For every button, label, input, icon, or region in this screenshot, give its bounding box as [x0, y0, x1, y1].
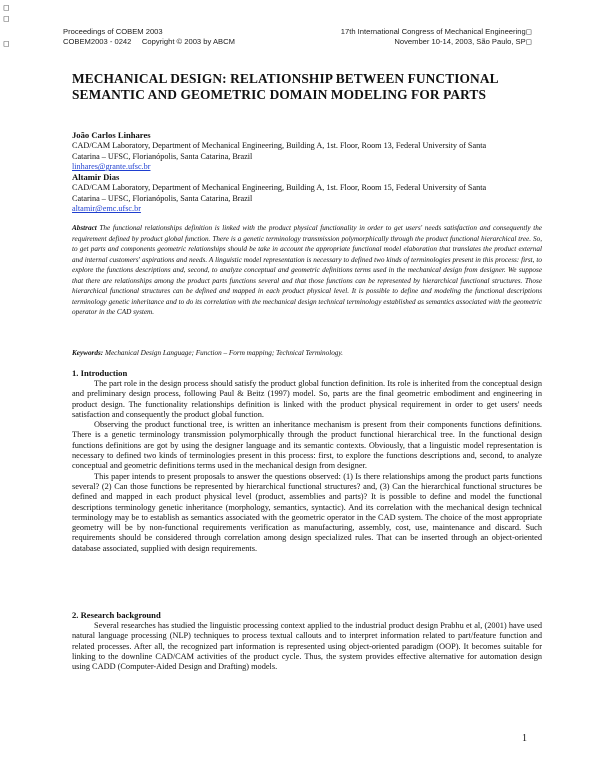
abstract-text: The functional relationships definition is linked with the product physical functionality in order to get users' needs satisfaction and consequently the requirement defined by product global function. There is a genetic terminology transmission polymorphically through the product functional hierarchical tree. So, to get parts and components geometric relationships should be take in account the appropriate functional model elaboration that translates the product external and internal customers' aspirations and needs. A linguistic model representation is necessary to defined two kinds of terminologies present in this process: first, to explore the functions descriptions and, second, to analyze conceptual and geometric definitions terms used in the mechanical design from designer. We suppose that there are relationships among the product parts functions several and that those functions can be represented by hierarchical functional structures. Those hierarchical functional structures can be defined and mapped in each product physical level. It is possible to define and modeling the functional descriptions terminology genetic inheritance and to do its correlation with the mechanical design technical terminology established as semantics associated with the geometric operator in the CAD system.	[72, 224, 542, 316]
paper-title	[72, 71, 542, 103]
section-research-background	[72, 610, 542, 672]
header-paper-id: COBEM2003 - 0242 Copyright © 2003 by ABCM	[63, 37, 235, 46]
paragraph: Several researches has studied the linguistic processing context applied to the industrial product design Prabhu et al, (2001) have used natural language processing (NLP) techniques to process textual callouts and to interpret information related to part/feature function and related processes. After all, the recognized part information is represented using object-oriented paradigm (OOP). It becomes suitable for linking to the downline CAD/CAM activities of the product cycle. Thus, the system provides effective alternative for automation design using CADD (Computer-Aided Design and Drafting) models.	[72, 621, 542, 672]
paragraph: Observing the product functional tree, is written an inheritance mechanism is present from their components functions definitions. There is a genetic terminology transmission polymorphically through the product functional hierarchical tree. In the functional design functions definitions are got by using the designer language and its semantic contexts. Obviously, that a linguistic model representation is necessary to defined two kinds of terminologies present in this process: first, to explore the functions descriptions and, second, to analyze conceptual and geometric definitions terms used in the mechanical design from designer.	[72, 420, 542, 471]
section-introduction	[72, 368, 542, 554]
author-name: João Carlos Linhares	[72, 130, 151, 140]
keywords	[72, 348, 542, 359]
author-name: Altamir Dias	[72, 172, 120, 182]
header-dates: November 10-14, 2003, São Paulo, SP◻	[394, 37, 532, 46]
author-affiliation-cont: Catarina – UFSC, Florianópolis, Santa Catarina, Brazil	[72, 151, 253, 161]
paragraph: The part role in the design process should satisfy the product global function definition. Its role is inherited from the conceptual design and preliminary design process, following Paul & Beitz (1997) model. So, parts are the final geometric embodiment and engineering in product design. The functionality relationships definition is linked with the product physical requirement in order to get users' needs satisfaction and consequently the product global function.	[72, 379, 542, 419]
header-congress: 17th International Congress of Mechanical Engineering◻	[340, 27, 532, 36]
abstract-label: Abstract	[72, 224, 97, 232]
marker-box: ◻	[3, 14, 10, 23]
author-block	[72, 130, 542, 173]
abstract	[72, 223, 542, 318]
section-heading: 1. Introduction	[72, 368, 128, 378]
author-affiliation: CAD/CAM Laboratory, Department of Mechanical Engineering, Building A, 1st. Floor, Room 13, Federal University of Santa	[72, 141, 487, 151]
header-proceedings: Proceedings of COBEM 2003	[63, 27, 163, 36]
author-affiliation: CAD/CAM Laboratory, Department of Mechanical Engineering, Building A, 1st. Floor, Room 15, Federal University of Santa	[72, 183, 487, 193]
author-email-link[interactable]: altamir@emc.ufsc.br	[72, 204, 141, 214]
keywords-text: Mechanical Design Language; Function – Form mapping; Technical Terminology.	[104, 349, 343, 357]
section-heading: 2. Research background	[72, 610, 161, 620]
marker-box: ◻	[3, 39, 10, 48]
keywords-label: Keywords:	[72, 349, 104, 357]
paragraph: This paper intends to present proposals to answer the questions observed: (1) Is there relationships among the product parts functions several? (2) Can those functions be represented by hierarchical functional structures? and, (3) Can the hierarchical functional structures be defined and mapped in each product physical level (product, assemblies and parts)? It is possible to define and model the functional descriptions terminology genetic inheritance (morphology, semantics, syntactic). And its correlation with the mechanical design technical terminology may be to establish as semantics associated with the geometric operator in the CAD system. The choice of the most appropriate geometry will be by non-functional requirements verification as manufacturing, assembly, cost, use, maintenance and discard. Such requirements should be considered through correlation among design specialized rules. That can be inserted through an object-oriented database associated, supplied with design requirements.	[72, 471, 542, 553]
title-line-2: SEMANTIC AND GEOMETRIC DOMAIN MODELING FOR PARTS	[72, 87, 487, 102]
author-block	[72, 172, 542, 215]
marker-box: ◻	[3, 3, 10, 12]
author-affiliation-cont: Catarina – UFSC, Florianópolis, Santa Catarina, Brazil	[72, 193, 253, 203]
title-line-1: MECHANICAL DESIGN: RELATIONSHIP BETWEEN FUNCTIONAL	[72, 71, 499, 86]
author-email-link[interactable]: linhares@grante.ufsc.br	[72, 162, 151, 172]
page-number: 1	[522, 733, 527, 744]
